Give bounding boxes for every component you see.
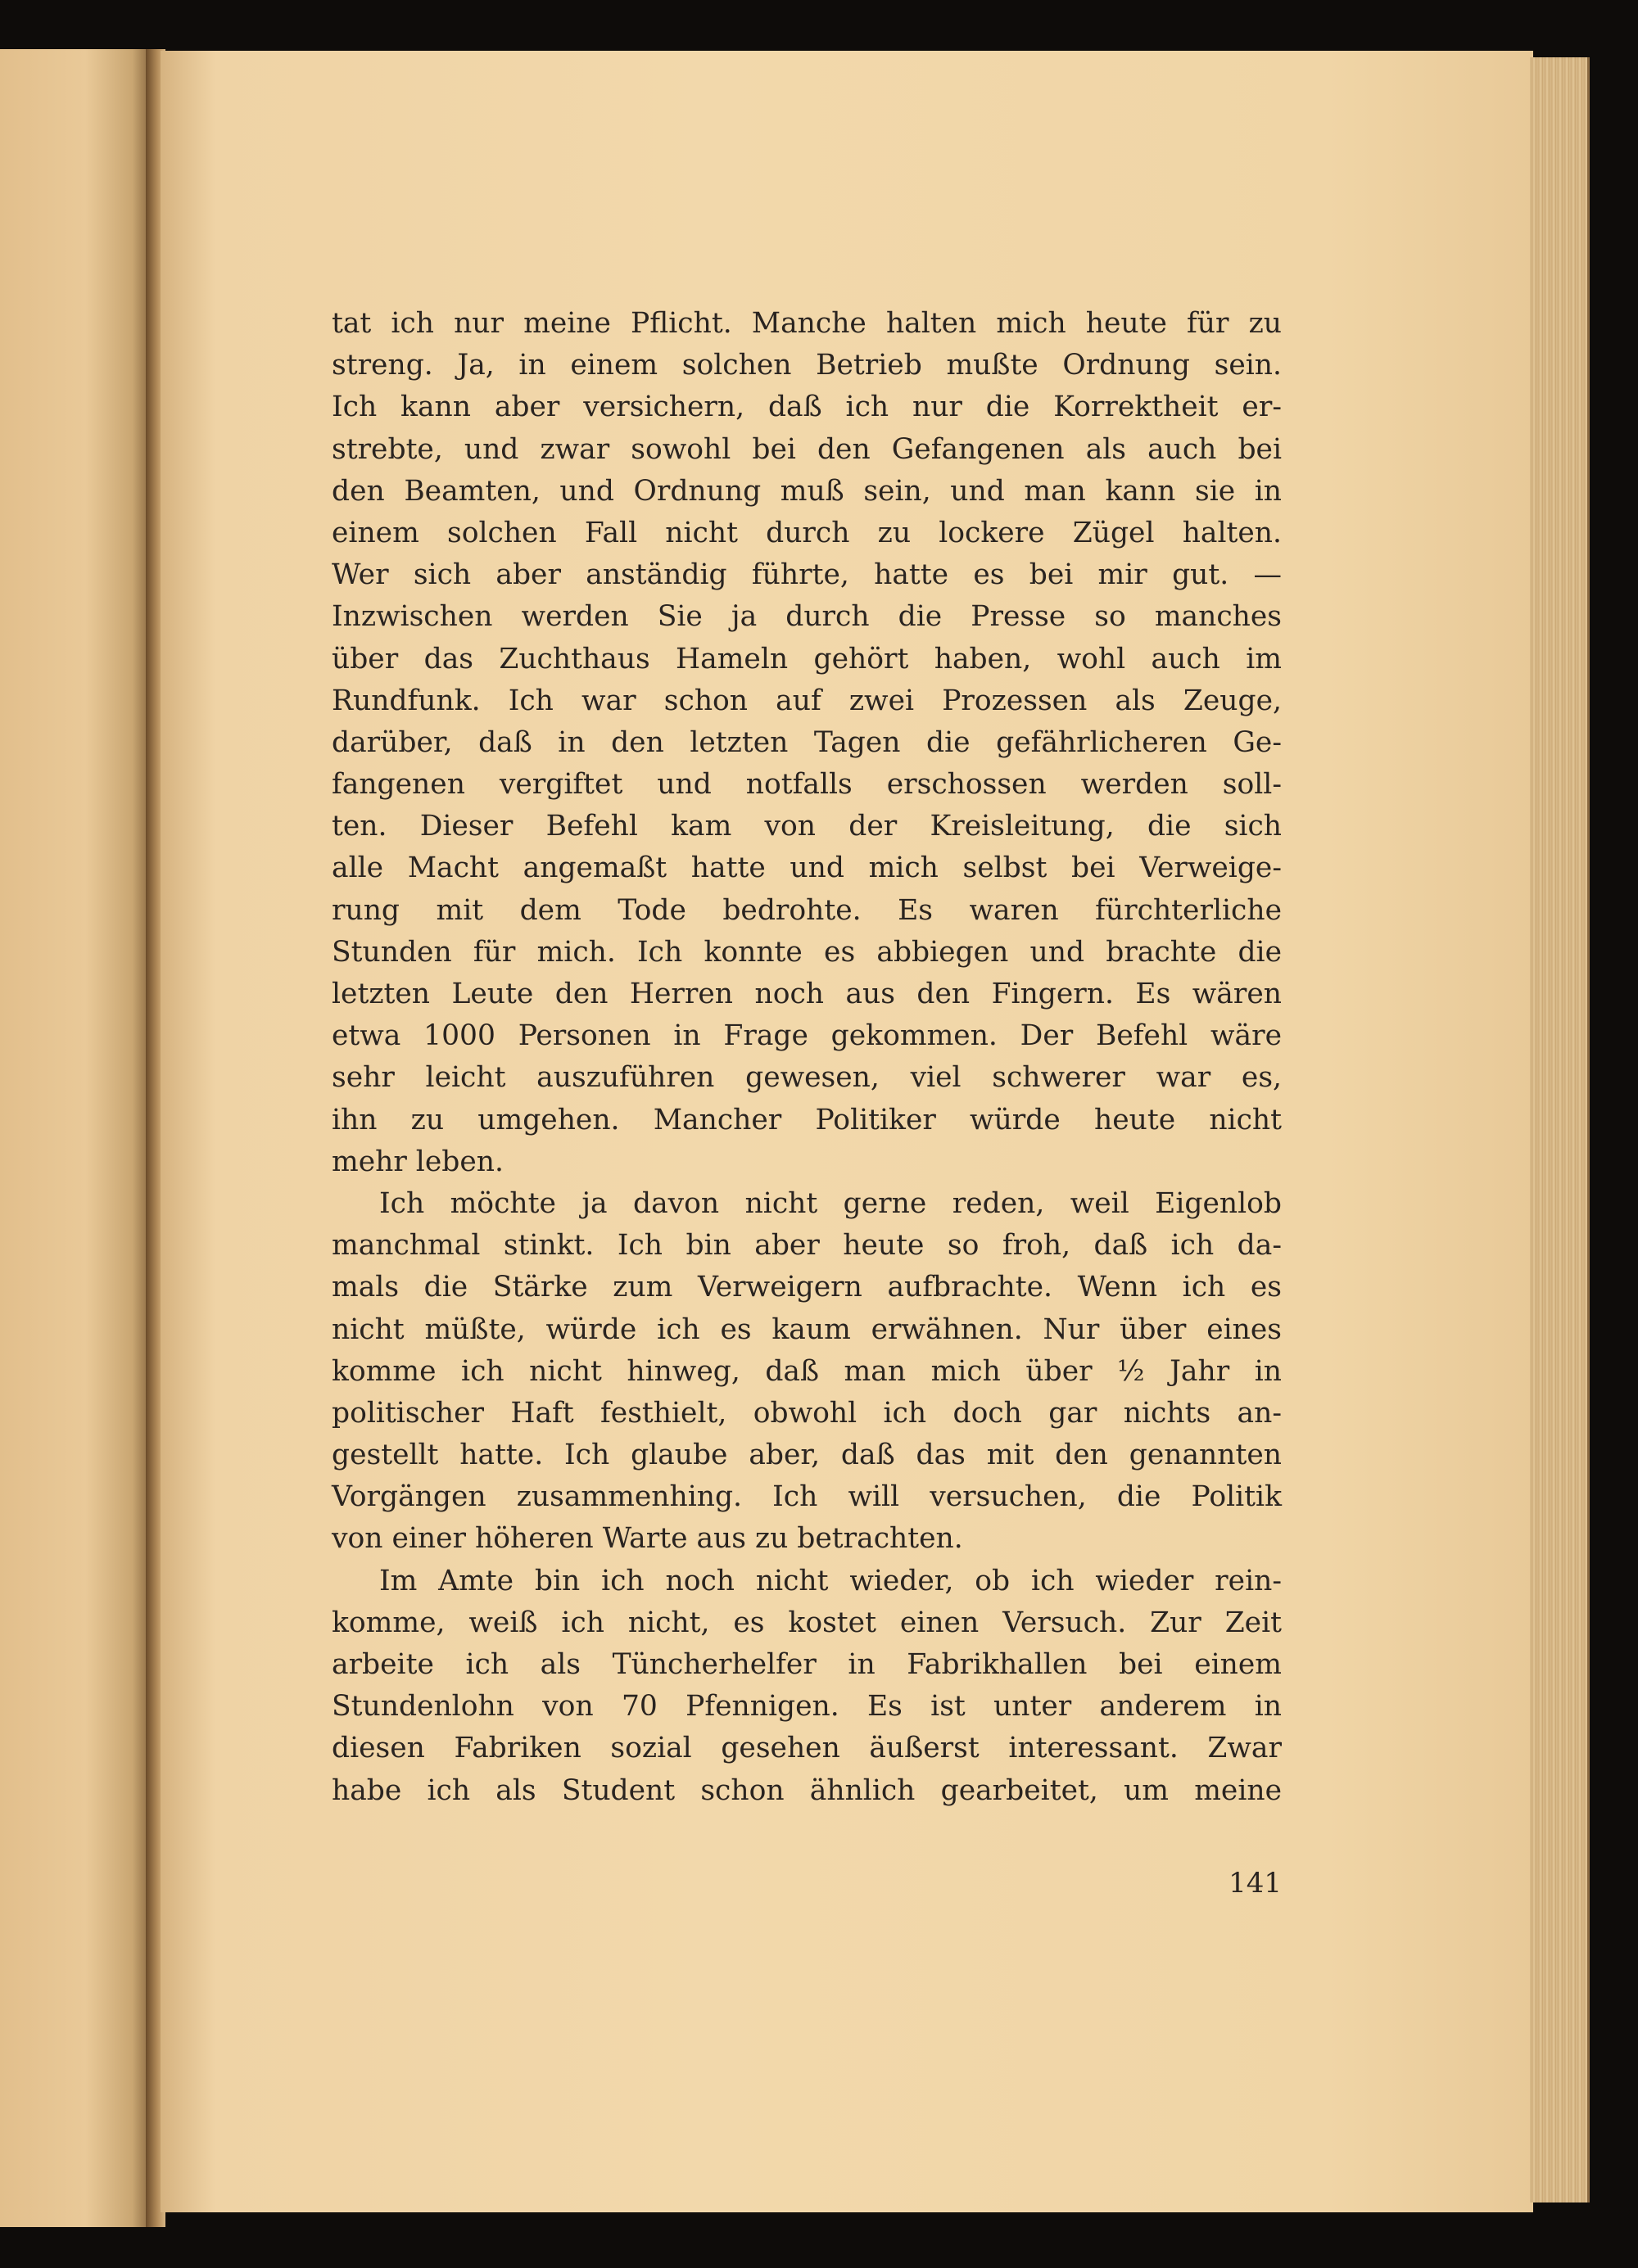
page-edges (1530, 57, 1590, 2202)
text-line: Ich möchte ja davon nicht gerne reden, weil Eigenlob (379, 1186, 1282, 1220)
left-page-edge (0, 49, 156, 2227)
text-line: streng. Ja, in einem solchen Betrieb mußte Ordnung sein. (332, 349, 1282, 382)
text-line: arbeite ich als Tüncherhelfer in Fabrikhallen bei einem (332, 1648, 1282, 1681)
page-number: 141 (1228, 1867, 1282, 1900)
text-line: etwa 1000 Personen in Frage gekommen. Der Befehl wäre (332, 1019, 1282, 1053)
text-line: alle Macht angemaßt hatte und mich selbst bei Verweige- (332, 852, 1282, 885)
text-line: über das Zuchthaus Hameln gehört haben, wohl auch im (332, 642, 1282, 675)
text-line: rung mit dem Tode bedrohte. Es waren fürchterliche (332, 893, 1282, 927)
text-line: komme ich nicht hinweg, daß man mich über ½ Jahr in (332, 1354, 1282, 1388)
text-line: gestellt hatte. Ich glaube aber, daß das mit den genannten (332, 1439, 1282, 1472)
text-line: Im Amte bin ich noch nicht wieder, ob ich wieder rein- (379, 1564, 1282, 1597)
text-line: manchmal stinkt. Ich bin aber heute so froh, daß ich da- (332, 1229, 1282, 1263)
text-line: Stunden für mich. Ich konnte es abbiegen und brachte die (332, 935, 1282, 969)
text-line: darüber, daß in den letzten Tagen die gefährlicheren Ge- (332, 725, 1282, 759)
text-line: komme, weiß ich nicht, es kostet einen Versuch. Zur Zeit (332, 1606, 1282, 1639)
text-line: habe ich als Student schon ähnlich gearbeitet, um meine (332, 1773, 1282, 1807)
text-line: ihn zu umgehen. Mancher Politiker würde heute nicht (332, 1103, 1282, 1136)
text-line: diesen Fabriken sozial gesehen äußerst interessant. Zwar (332, 1732, 1282, 1765)
text-line: Ich kann aber versichern, daß ich nur die Korrektheit er- (332, 391, 1282, 424)
text-line: ten. Dieser Befehl kam von der Kreisleitung, die sich (332, 810, 1282, 843)
text-line: von einer höheren Warte aus zu betrachten. (332, 1522, 963, 1556)
text-line: fangenen vergiftet und notfalls erschossen werden soll- (332, 768, 1282, 802)
text-line: sehr leicht auszuführen gewesen, viel schwerer war es, (332, 1061, 1282, 1095)
text-line: tat ich nur meine Pflicht. Manche halten mich heute für zu (332, 307, 1282, 340)
text-line: Stundenlohn von 70 Pfennigen. Es ist unter anderem in (332, 1690, 1282, 1724)
body-text (332, 303, 1282, 1812)
text-line: den Beamten, und Ordnung muß sein, und man kann sie in (332, 474, 1282, 508)
text-line: Vorgängen zusammenhing. Ich will versuchen, die Politik (332, 1480, 1282, 1514)
text-line: mals die Stärke zum Verweigern aufbrachte. Wenn ich es (332, 1271, 1282, 1304)
text-line: Rundfunk. Ich war schon auf zwei Prozessen als Zeuge, (332, 684, 1282, 717)
text-line: politischer Haft festhielt, obwohl ich doch gar nichts an- (332, 1396, 1282, 1430)
text-line: Inzwischen werden Sie ja durch die Presse so manches (332, 600, 1282, 634)
text-line: mehr leben. (332, 1145, 504, 1178)
text-line: nicht müßte, würde ich es kaum erwähnen. Nur über eines (332, 1312, 1282, 1346)
text-line: einem solchen Fall nicht durch zu lockere Zügel halten. (332, 516, 1282, 549)
text-line: letzten Leute den Herren noch aus den Fingern. Es wären (332, 978, 1282, 1010)
text-line: strebte, und zwar sowohl bei den Gefangenen als auch bei (332, 432, 1282, 466)
text-line: Wer sich aber anständig führte, hatte es bei mir gut. — (332, 558, 1282, 592)
